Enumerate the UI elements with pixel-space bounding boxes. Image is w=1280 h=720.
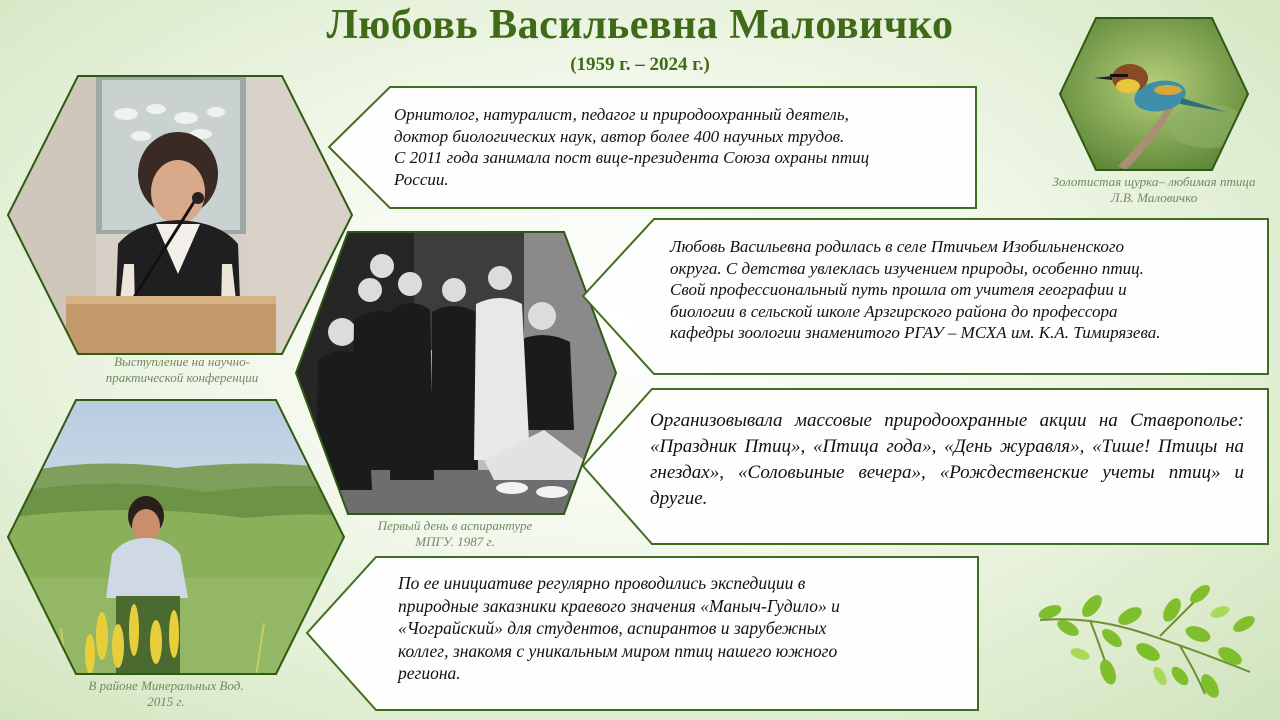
leaves-decoration	[1030, 576, 1260, 706]
callout-line: России.	[394, 169, 449, 189]
callout-line: Любовь Васильевна родилась в селе Птичьем Изобильненского	[670, 237, 1125, 256]
callout-line: коллег, знакомя с уникальным миром птиц нашего южного	[398, 640, 838, 661]
bird-photo	[1058, 16, 1250, 172]
callout-line: биологии в сельской школе Арзгирского района до профессора	[670, 301, 1118, 321]
callout-4-text	[398, 572, 964, 685]
callout-line: природные заказники краевого значения «Маныч-Гудило» и	[398, 595, 840, 616]
page-title: Любовь Васильевна Маловичко	[326, 2, 954, 48]
bird-caption: Золотистая щурка– любимая птица Л.В. Маловичко	[1052, 174, 1256, 205]
callout-line: Свой профессиональный путь прошла от учителя географии и	[670, 280, 1127, 299]
callout-line: Орнитолог, натуралист, педагог и природоохранный деятель,	[394, 105, 849, 124]
life-years: (1959 г. – 2024 г.)	[570, 54, 710, 75]
aspirantura-photo	[294, 230, 618, 516]
aspirantura-caption: Первый день в аспирантуре МПГУ. 1987 г.	[377, 518, 533, 549]
callout-line: По ее инициативе регулярно проводились экспедиции в	[398, 573, 806, 593]
callout-2-text	[670, 236, 1264, 344]
callout-line: «Чограйский» для студентов, аспирантов и зарубежных	[398, 618, 827, 638]
callout-1-text	[394, 104, 970, 190]
callout-line: региона.	[398, 663, 461, 683]
conference-caption: Выступление на научно-практической конференции	[105, 354, 259, 385]
callout-line: кафедры зоологии знаменитого РГАУ – МСХА им. К.А. Тимирязева.	[670, 323, 1161, 342]
callout-3-text: Организовывала массовые природоохранные акции на Ставрополье: «Праздник Птиц», «Птица года», «День журавля», «Тише! Птицы на гнездах», «Соловьиные вечера», «Рождественские учеты птиц» и другие.	[650, 410, 1244, 509]
field-caption: В районе Минеральных Вод. 2015 г.	[88, 678, 244, 709]
callout-line: доктор биологических наук, автор более 400 научных трудов.	[394, 126, 845, 146]
callout-line: округа. С детства увлеклась изучением природы, особенно птиц.	[670, 258, 1144, 278]
callout-line: С 2011 года занимала пост вице-президента Союза охраны птиц	[394, 148, 870, 167]
